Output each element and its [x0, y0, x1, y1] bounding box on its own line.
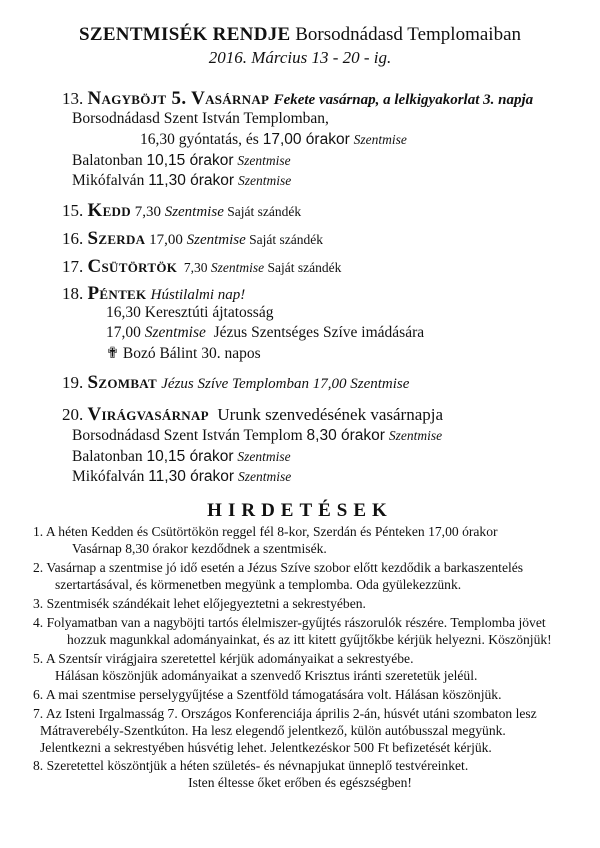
- announcement-4-line-2: hozzuk magunkkal adományainkat, és az itt kitett gyűjtőkbe kérjük helyezni. Köszönjük!: [67, 632, 552, 647]
- announcement-6: 6. A mai szentmise perselygyűjtése a Szentföld támogatására volt. Hálásan köszönjük.: [33, 687, 502, 702]
- mass-label: Szentmise: [237, 449, 291, 464]
- announcement-5-line-2: Hálásan köszönjük adományaikat a szenvedő Krisztus iránti szeretetük jeléül.: [55, 668, 478, 683]
- announcement-1-line-2: Vasárnap 8,30 órakor kezdődnek a szentmisék.: [72, 541, 327, 556]
- day-13-line-4: [72, 172, 291, 190]
- day-name: Szerda: [87, 228, 146, 249]
- day-name: Csütörtök: [87, 256, 178, 277]
- mass-time: 7,30: [177, 260, 211, 275]
- day-note: Hústilalmi nap!: [150, 287, 246, 303]
- day-number: 13.: [62, 89, 84, 108]
- text: 16,30 gyóntatás, és: [140, 131, 263, 148]
- day-13-line-1: Borsodnádasd Szent István Templomban,: [72, 110, 329, 127]
- announcement-4-line-1: 4. Folyamatban van a nagyböjti tartós élelmiszer-gyűjtés rászorulók részére. Templomba jövet: [33, 615, 546, 630]
- day-13-line-2: [140, 131, 407, 149]
- mass-intent: Jézus Szentséges Szíve imádására: [205, 324, 425, 341]
- place: Borsodnádasd Szent István Templom: [72, 427, 307, 444]
- day-note: Urunk szenvedésének vasárnapja: [208, 405, 444, 424]
- announcement-2-line-1: 2. Vasárnap a szentmise jó idő esetén a Jézus Szíve szobor előtt kezdődik a barkaszentelés: [33, 560, 524, 575]
- place: Balatonban: [72, 448, 147, 465]
- day-number: 16.: [62, 229, 84, 248]
- announcement-7-line-3: Jelentkezni a sekrestyében húsvétig lehet. Jelentkezéskor 500 Ft befizetését kérjük.: [40, 740, 492, 755]
- mass-label: Szentmise: [353, 132, 407, 147]
- announcement-8-line-2: Isten éltesse őket erőben és egészségben!: [188, 775, 412, 790]
- cross-icon: ✟: [106, 345, 119, 362]
- mass-label: Szentmise: [144, 324, 206, 341]
- day-20-line-1: [72, 427, 442, 445]
- day-13-line-3: [72, 152, 291, 170]
- mass-intent: Saját szándék: [264, 260, 342, 275]
- place: Mikófalván: [72, 172, 149, 189]
- announcement-7-line-2: Mátraverebély-Szentkúton. Ha lesz elegendő jelentkező, külön autóbusszal megyünk.: [40, 723, 506, 738]
- mass-time: 11,30 órakor: [148, 468, 235, 485]
- day-15-heading: [62, 200, 301, 222]
- day-16-heading: [62, 228, 323, 250]
- day-18-line-3: [106, 344, 261, 363]
- day-number: 20.: [62, 405, 84, 424]
- mass-label: Szentmise: [237, 153, 291, 168]
- mass-label: Szentmise: [237, 469, 292, 484]
- announcement-3: 3. Szentmisék szándékait lehet előjegyeztetni a sekrestyében.: [33, 596, 366, 611]
- day-name: Kedd: [87, 200, 131, 221]
- mass-time: 11,30 órakor: [148, 172, 235, 189]
- day-20-heading: [62, 404, 443, 426]
- mass-label: Szentmise: [164, 204, 224, 220]
- day-name: Szombat: [87, 372, 157, 393]
- title-rest: Borsodnádasd Templomaiban: [290, 24, 522, 45]
- memorial-text: Bozó Bálint 30. napos: [119, 345, 261, 362]
- mass-label: Szentmise: [186, 232, 246, 248]
- mass-time: 8,30 órakor: [306, 427, 385, 444]
- mass-time: 10,15 órakor: [146, 448, 234, 465]
- day-number: 19.: [62, 373, 84, 392]
- title-caps: SZENTMISÉK RENDJE: [78, 24, 291, 45]
- mass-intent: Saját szándék: [245, 232, 324, 247]
- day-17-heading: [62, 256, 341, 278]
- announcement-1-line-1: 1. A héten Kedden és Csütörtökön reggel fél 8-kor, Szerdán és Pénteken 17,00 órakor: [33, 524, 498, 539]
- mass-time: 7,30: [130, 204, 165, 220]
- mass-label: Szentmise: [388, 428, 443, 443]
- day-note: Jézus Szíve Templomban 17,00 Szentmise: [161, 376, 410, 392]
- mass-intent: Saját szándék: [223, 204, 302, 219]
- mass-time: 17,00: [145, 232, 187, 248]
- announcement-7-line-1: 7. Az Isteni Irgalmasság 7. Országos Konferenciája április 2-án, húsvét utáni szombaton lesz: [33, 706, 537, 721]
- mass-label: Szentmise: [210, 260, 265, 275]
- day-note: Fekete vasárnap, a lelkigyakorlat 3. napja: [273, 92, 534, 108]
- day-18-heading: [62, 283, 245, 305]
- day-name: Virágvasárnap: [87, 404, 209, 425]
- day-name: Nagyböjt 5. Vasárnap: [87, 88, 270, 109]
- announcement-2-line-2: szertartásával, és körmenetben megyünk a templomba. Oda gyülekezzünk.: [55, 577, 462, 592]
- page-title: [0, 24, 600, 46]
- announcement-8-line-1: 8. Szeretettel köszöntjük a héten születés- és névnapjukat ünneplő testvéreinket.: [33, 758, 469, 773]
- place: Mikófalván: [72, 468, 149, 485]
- announcements-title: HIRDETÉSEK: [207, 500, 393, 521]
- mass-time: 17,00 órakor: [262, 131, 350, 148]
- day-name: Péntek: [87, 283, 147, 304]
- day-20-line-3: [72, 468, 291, 486]
- day-18-line-2: [106, 324, 424, 342]
- day-20-line-2: [72, 448, 291, 466]
- announcement-5-line-1: 5. A Szentsír virágjaira szeretettel kérjük adományaikat a sekrestyébe.: [33, 651, 414, 666]
- day-19-heading: [62, 372, 409, 394]
- day-18-line-1: 16,30 Keresztúti ájtatosság: [106, 304, 274, 321]
- place: Balatonban: [72, 152, 147, 169]
- mass-time: 10,15 órakor: [146, 152, 234, 169]
- mass-time: 17,00: [106, 324, 145, 341]
- day-number: 18.: [62, 284, 84, 303]
- day-13-heading: [62, 88, 533, 110]
- mass-label: Szentmise: [237, 173, 292, 188]
- day-number: 17.: [62, 257, 84, 276]
- page-subtitle: 2016. Március 13 - 20 - ig.: [208, 48, 392, 67]
- day-number: 15.: [62, 201, 84, 220]
